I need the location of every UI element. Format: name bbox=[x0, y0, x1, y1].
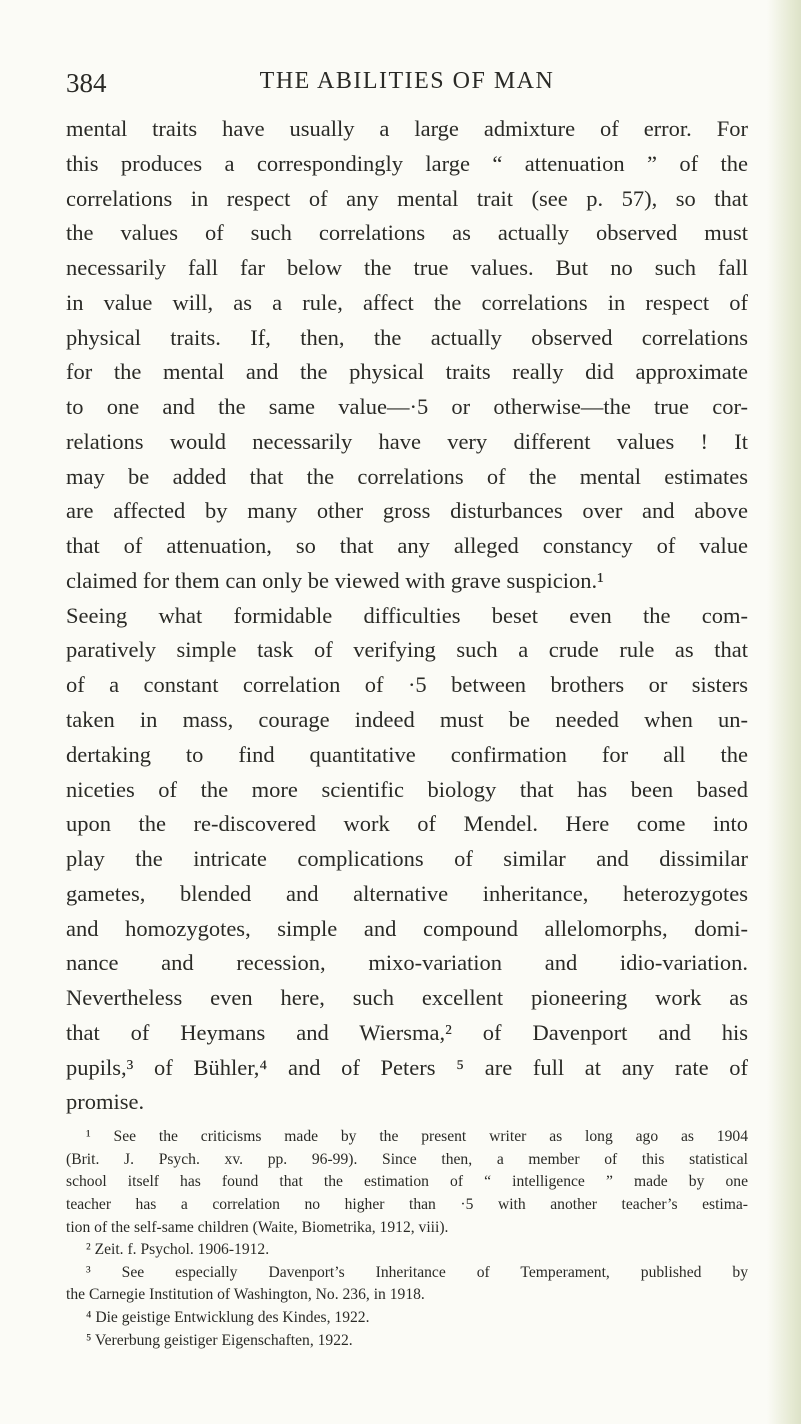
body-line: Seeing what formidable difficulties beset even the com- bbox=[66, 602, 748, 628]
body-line: and homozygotes, simple and compound allelomorphs, domi- bbox=[66, 915, 748, 941]
running-head: THE ABILITIES OF MAN bbox=[259, 68, 555, 94]
page-edge-shadow bbox=[767, 0, 801, 1424]
body-line: upon the re-discovered work of Mendel. Here come into bbox=[66, 811, 748, 837]
body-line: correlations in respect of any mental trait (see p. 57), so that bbox=[66, 185, 748, 211]
footnote-line: ¹ See the criticisms made by the present writer as long ago as 1904 bbox=[86, 1128, 748, 1146]
footnotes bbox=[66, 1126, 748, 1352]
body-line: relations would necessarily have very different values ! It bbox=[66, 428, 748, 454]
body-line: promise. bbox=[66, 1089, 145, 1115]
body-line: gametes, blended and alternative inheritance, heterozygotes bbox=[66, 880, 748, 906]
page-header bbox=[66, 68, 748, 112]
footnote-line: ² Zeit. f. Psychol. 1906-1912. bbox=[86, 1241, 270, 1259]
body-line: physical traits. If, then, the actually observed correlations bbox=[66, 324, 748, 350]
footnote-line: ³ See especially Davenport’s Inheritance of Temperament, published by bbox=[86, 1263, 748, 1281]
book-page bbox=[66, 68, 748, 1352]
page-number: 384 bbox=[66, 68, 107, 98]
body-line: niceties of the more scientific biology that has been based bbox=[66, 776, 748, 802]
footnote-line: teacher has a correlation no higher than ·5 with another teacher’s estima- bbox=[66, 1195, 748, 1213]
body-line: that of attenuation, so that any alleged constancy of value bbox=[66, 533, 748, 559]
footnote-line: ⁵ Vererbung geistiger Eigenschaften, 1922. bbox=[86, 1331, 353, 1349]
body-line: to one and the same value—·5 or otherwise—the true cor- bbox=[66, 394, 748, 420]
footnote-line: (Brit. J. Psych. xv. pp. 96-99). Since then, a member of this statistical bbox=[66, 1150, 748, 1168]
body-line: of a constant correlation of ·5 between brothers or sisters bbox=[66, 672, 748, 698]
body-line: claimed for them can only be viewed with grave suspicion.¹ bbox=[66, 567, 604, 593]
body-line: dertaking to find quantitative confirmation for all the bbox=[66, 741, 748, 767]
body-line: that of Heymans and Wiersma,² of Davenport and his bbox=[66, 1019, 748, 1045]
body-line: nance and recession, mixo-variation and idio-variation. bbox=[66, 950, 748, 976]
body-line: the values of such correlations as actually observed must bbox=[66, 220, 748, 246]
body-line: play the intricate complications of similar and dissimilar bbox=[66, 846, 748, 872]
body-line: mental traits have usually a large admixture of error. For bbox=[66, 116, 748, 141]
body-line: necessarily fall far below the true values. But no such fall bbox=[66, 255, 748, 281]
body-line: Nevertheless even here, such excellent pioneering work as bbox=[66, 985, 748, 1011]
body-line: in value will, as a rule, affect the correlations in respect of bbox=[66, 289, 748, 315]
body-line: for the mental and the physical traits really did approximate bbox=[66, 359, 748, 385]
body-line: are affected by many other gross disturbances over and above bbox=[66, 498, 748, 524]
footnote-line: tion of the self-same children (Waite, Biometrika, 1912, viii). bbox=[66, 1218, 449, 1236]
footnote-line: the Carnegie Institution of Washington, No. 236, in 1918. bbox=[66, 1286, 425, 1304]
body-text bbox=[66, 112, 748, 1120]
body-line: may be added that the correlations of the mental estimates bbox=[66, 463, 748, 489]
footnote-line: ⁴ Die geistige Entwicklung des Kindes, 1922. bbox=[86, 1308, 370, 1326]
body-line: paratively simple task of verifying such a crude rule as that bbox=[66, 637, 748, 663]
body-line: taken in mass, courage indeed must be needed when un- bbox=[66, 707, 748, 733]
body-line: pupils,³ of Bühler,⁴ and of Peters ⁵ are full at any rate of bbox=[66, 1054, 748, 1080]
footnote-line: school itself has found that the estimation of “ intelligence ” made by one bbox=[66, 1173, 748, 1191]
body-line: this produces a correspondingly large “ attenuation ” of the bbox=[66, 150, 748, 176]
